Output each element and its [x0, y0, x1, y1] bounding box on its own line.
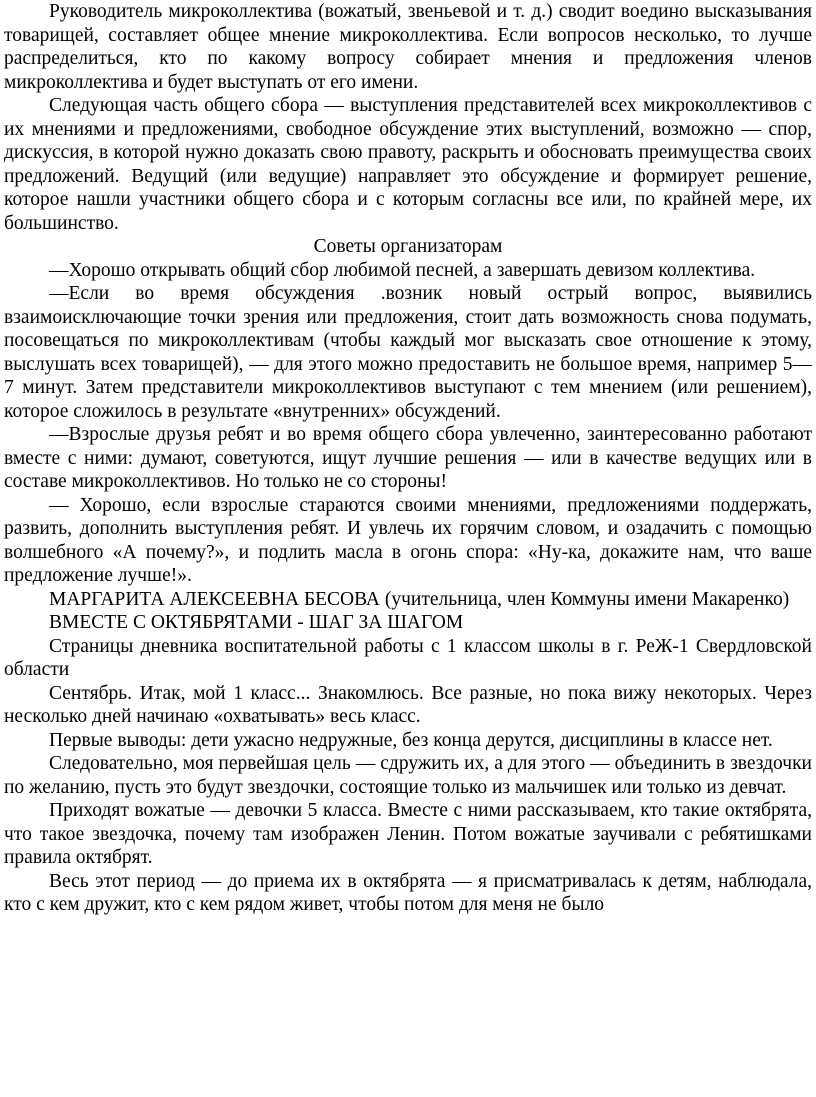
tips-heading: Советы организаторам [313, 236, 503, 257]
diary-entry: Первые выводы: дети ужасно недружные, без конца дерутся, дисциплины в классе нет. [49, 729, 773, 751]
tip-item: —Взрослые друзья ребят и во время общего сбора увлеченно, заинтересованно работают вместе с ними: думают, советуются, ищут лучшие решения — или в качестве ведущих или в составе микроколлективов. Но только не со стороны! [4, 424, 812, 492]
diary-entry: Приходят вожатые — девочки 5 класса. Вместе с ними рассказываем, кто такие октябрята, что такое звездочка, почему там изображен Ленин. Потом вожатые заучивали с ребятишками правила октябрят. [4, 800, 812, 868]
tip-item: —Если во время обсуждения .возник новый острый вопрос, выявились взаимоисключающие точки зрения или предложения, стоит дать возможность снова подумать, посовещаться по микроколлективам (чтобы каждый мог высказать свое отношение к этому, выслушать всех товарищей), — для этого можно предоставить не большое время, например 5—7 минут. Затем представители микроколлективов выступают с тем мнением (или решением), которое сложилось в результате «внутренних» обсуждений. [4, 283, 812, 422]
tip-item: — Хорошо, если взрослые стараются своими мнениями, предложениями поддержать, развить, дополнить выступления ребят. И увлечь их горячим словом, и озадачить с помощью волшебного «А почему?», и подлить масла в огонь спора: «Ну-ка, докажите нам, что ваше предложение лучше!». [4, 494, 812, 586]
tip-item: —Хорошо открывать общий сбор любимой песней, а завершать девизом коллектива. [49, 259, 756, 281]
diary-entry: Сентябрь. Итак, мой 1 класс... Знакомлюсь. Все разные, но пока вижу некоторых. Через несколько дней начинаю «охватывать» весь класс. [4, 682, 812, 727]
diary-entry: Следовательно, моя первейшая цель — сдружить их, а для этого — объединить в звездочки по желанию, пусть это будут звездочки, состоящие только из мальчишек или только из девчат. [4, 753, 812, 798]
article-subtitle: Страницы дневника воспитательной работы с 1 классом школы в г. РеЖ-1 Свердловской области [4, 635, 812, 680]
author-line: МАРГАРИТА АЛЕКСЕЕВНА БЕСОВА (учительница, член Коммуны имени Макаренко) [49, 588, 790, 610]
article-title: ВМЕСТЕ С ОКТЯБРЯТАМИ - ШАГ ЗА ШАГОМ [49, 612, 464, 633]
paragraph-micro-leader: Руководитель микроколлектива (вожатый, звеньевой и т. д.) сводит воедино высказывания товарищей, составляет общее мнение микроколлектива. Если вопросов несколько, то лучше распределиться, кто по какому вопросу собирает мнения и предложения членов микроколлектива и будет выступать от его имени. [4, 1, 812, 93]
diary-entry: Весь этот период — до приема их в октябрята — я присматривалась к детям, наблюдала, кто с кем дружит, кто с кем рядом живет, чтобы потом для меня не было [4, 870, 812, 915]
paragraph-general-assembly: Следующая часть общего сбора — выступления представителей всех микроколлективов с их мнениями и предложениями, свободное обсуждение этих выступлений, возможно — спор, дискуссия, в которой нужно доказать свою правоту, раскрыть и обосновать преимущества своих предложений. Ведущий (или ведущие) направляет это обсуждение и формирует решение, которое нашли участники общего сбора и с которым согласны все или, по крайней мере, их большинство. [4, 95, 812, 234]
